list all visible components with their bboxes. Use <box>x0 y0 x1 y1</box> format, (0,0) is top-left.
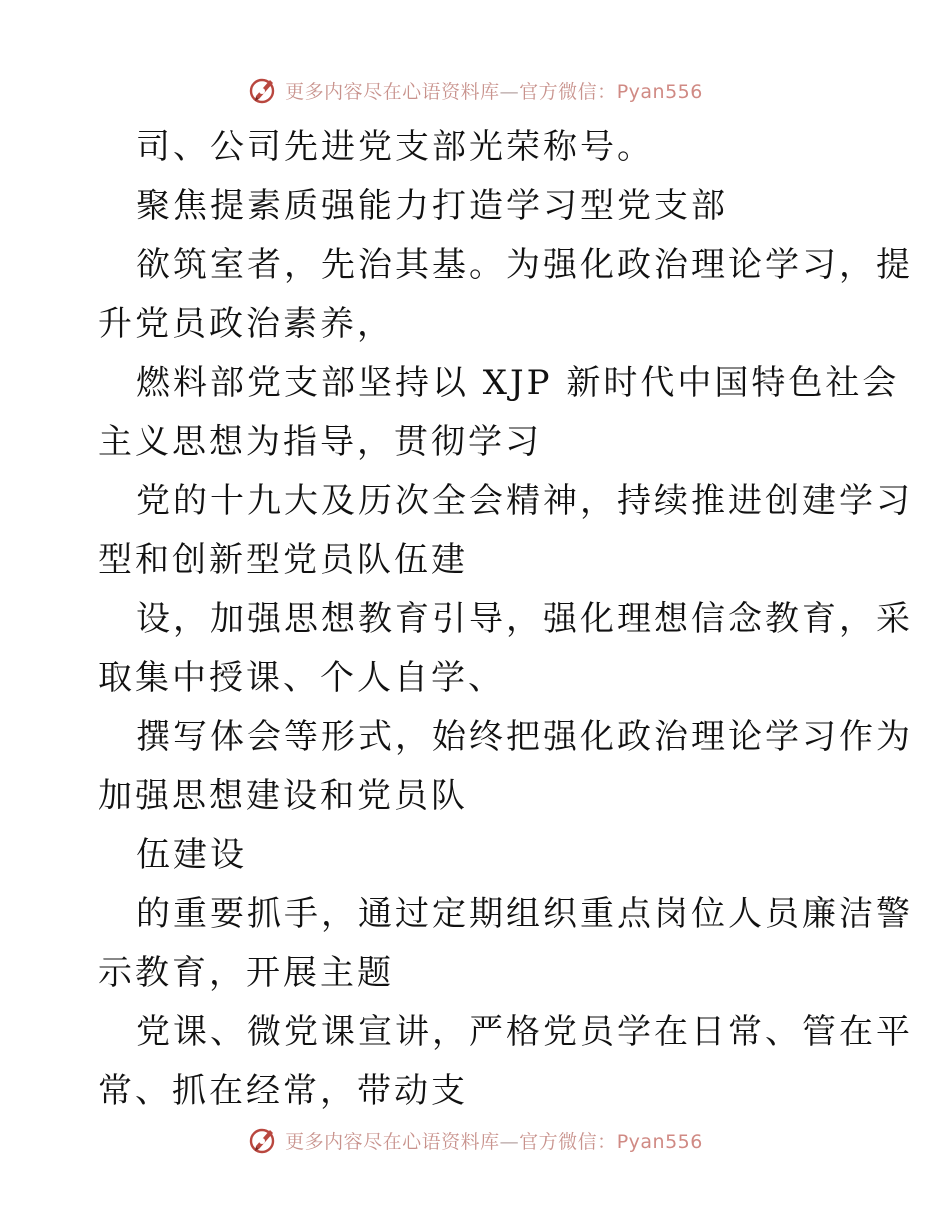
banner-separator: — <box>499 1130 520 1153</box>
footer-banner <box>0 1120 950 1160</box>
text-line: 司、公司先进党支部光荣称号。 <box>136 127 654 167</box>
footer-banner-text <box>285 1127 703 1154</box>
text-line: 升党员政治素养， <box>98 304 394 344</box>
banner-wechat-id: Pyan556 <box>616 80 703 103</box>
banner-wechat-id: Pyan556 <box>616 1130 703 1153</box>
text-line: 的重要抓手，通过定期组织重点岗位人员廉洁警 <box>136 894 913 934</box>
header-banner-content <box>247 74 703 106</box>
banner-separator: — <box>499 80 520 103</box>
document-body <box>98 118 913 1121</box>
text-line: 常、抓在经常，带动支 <box>98 1071 468 1111</box>
pen-circle-logo-icon <box>247 1124 279 1156</box>
banner-title: 更多内容尽在心语资料库 <box>285 1130 500 1153</box>
banner-title: 更多内容尽在心语资料库 <box>285 80 500 103</box>
banner-contact-label: 官方微信： <box>519 1130 617 1153</box>
text-line: 伍建设 <box>136 835 247 875</box>
text-line: 党课、微党课宣讲，严格党员学在日常、管在平 <box>136 1012 913 1052</box>
text-line: 聚焦提素质强能力打造学习型党支部 <box>136 186 728 226</box>
footer-banner-content <box>247 1124 703 1156</box>
text-line: 设，加强思想教育引导，强化理想信念教育，采 <box>136 599 913 639</box>
text-line: 燃料部党支部坚持以 XJP 新时代中国特色社会 <box>136 363 900 403</box>
pen-circle-logo-icon <box>247 74 279 106</box>
text-line: 撰写体会等形式，始终把强化政治理论学习作为 <box>136 717 913 757</box>
header-banner-text <box>285 77 703 104</box>
text-line: 主义思想为指导，贯彻学习 <box>98 422 542 462</box>
text-line: 党的十九大及历次全会精神，持续推进创建学习 <box>136 481 913 521</box>
text-line: 取集中授课、个人自学、 <box>98 658 505 698</box>
text-line: 型和创新型党员队伍建 <box>98 540 468 580</box>
header-banner <box>0 70 950 110</box>
text-line: 欲筑室者，先治其基。为强化政治理论学习，提 <box>136 245 913 285</box>
text-line: 示教育，开展主题 <box>98 953 394 993</box>
banner-contact-label: 官方微信： <box>519 80 617 103</box>
text-line: 加强思想建设和党员队 <box>98 776 468 816</box>
